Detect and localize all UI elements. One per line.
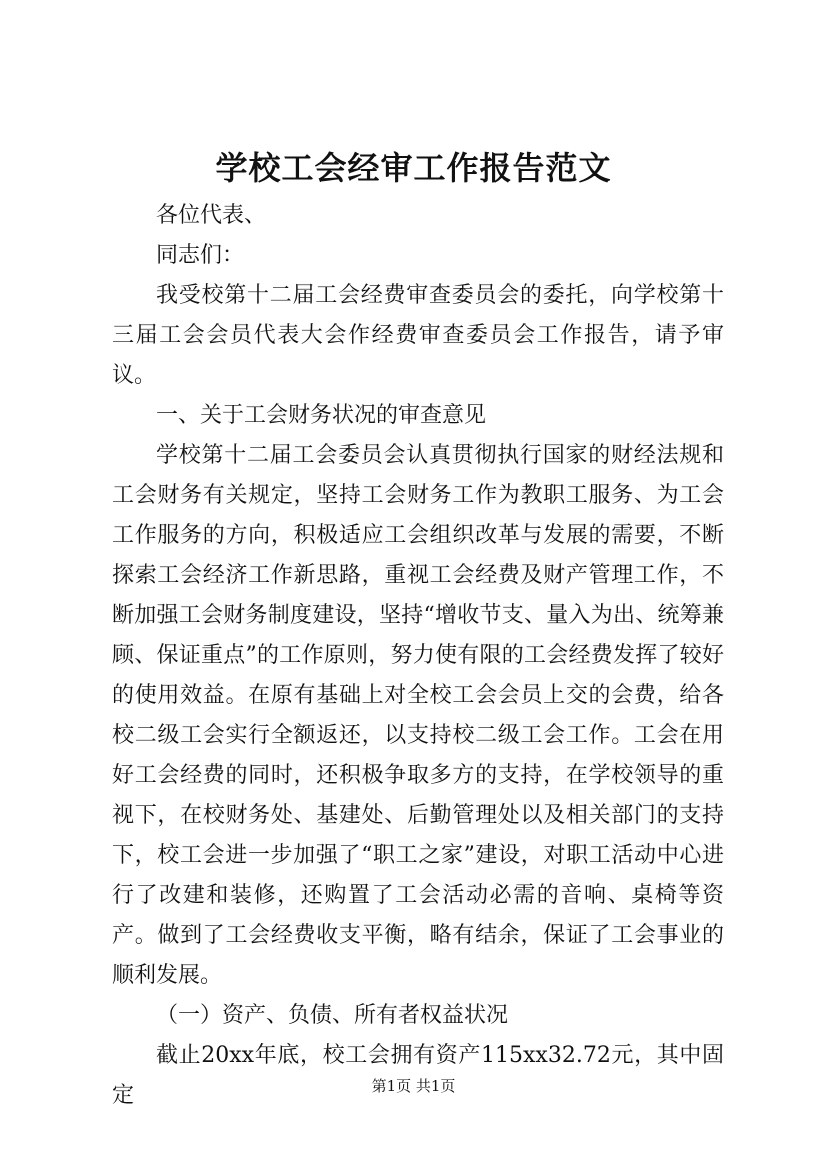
page-footer: 第1页 共1页 — [371, 1077, 456, 1095]
subsection-1-paragraph: 截止20xx年底，校工会拥有资产115xx32.72元，其中固定 — [112, 1043, 724, 1108]
subsection-heading-1: （一）资产、负债、所有者权益状况 — [156, 1003, 509, 1028]
section-1-paragraph: 学校第十二届工会委员会认真贯彻执行国家的财经法规和工会财务有关规定，坚持工会财务工作为教职工服务、为工会工作服务的方向，积极适应工会组织改革与发展的需要，不断探索工会经济工作新思路，重视工会经费及财产管理工作，不断加强工会财务制度建设，坚持“增收节支、量入为出、统筹兼顾、保证重点”的工作原则，努力使有限的工会经费发挥了较好的使用效益。在原有基础上对全校工会会员上交的会费，给各校二级工会实行全额返还，以支持校二级工会工作。工会在用好工会经费的同时，还积极争取多方的支持，在学校领导的重视下，在校财务处、基建处、后勤管理处以及相关部门的支持下，校工会进一步加强了“职工之家”建设，对职工活动中心进行了改建和装修，还购置了工会活动必需的音响、桌椅等资产。做到了工会经费收支平衡，略有结余，保证了工会事业的顺利发展。 — [112, 443, 724, 988]
document-title: 学校工会经审工作报告范文 — [215, 149, 612, 187]
document-body — [112, 196, 724, 1116]
salutation-line-2: 同志们： — [156, 243, 245, 268]
section-heading-1: 一、关于工会财务状况的审查意见 — [156, 403, 487, 428]
salutation-line-1: 各位代表、 — [156, 203, 267, 228]
intro-paragraph: 我受校第十二届工会经费审查委员会的委托，向学校第十三届工会会员代表大会作经费审查委员会工作报告，请予审议。 — [112, 283, 724, 388]
